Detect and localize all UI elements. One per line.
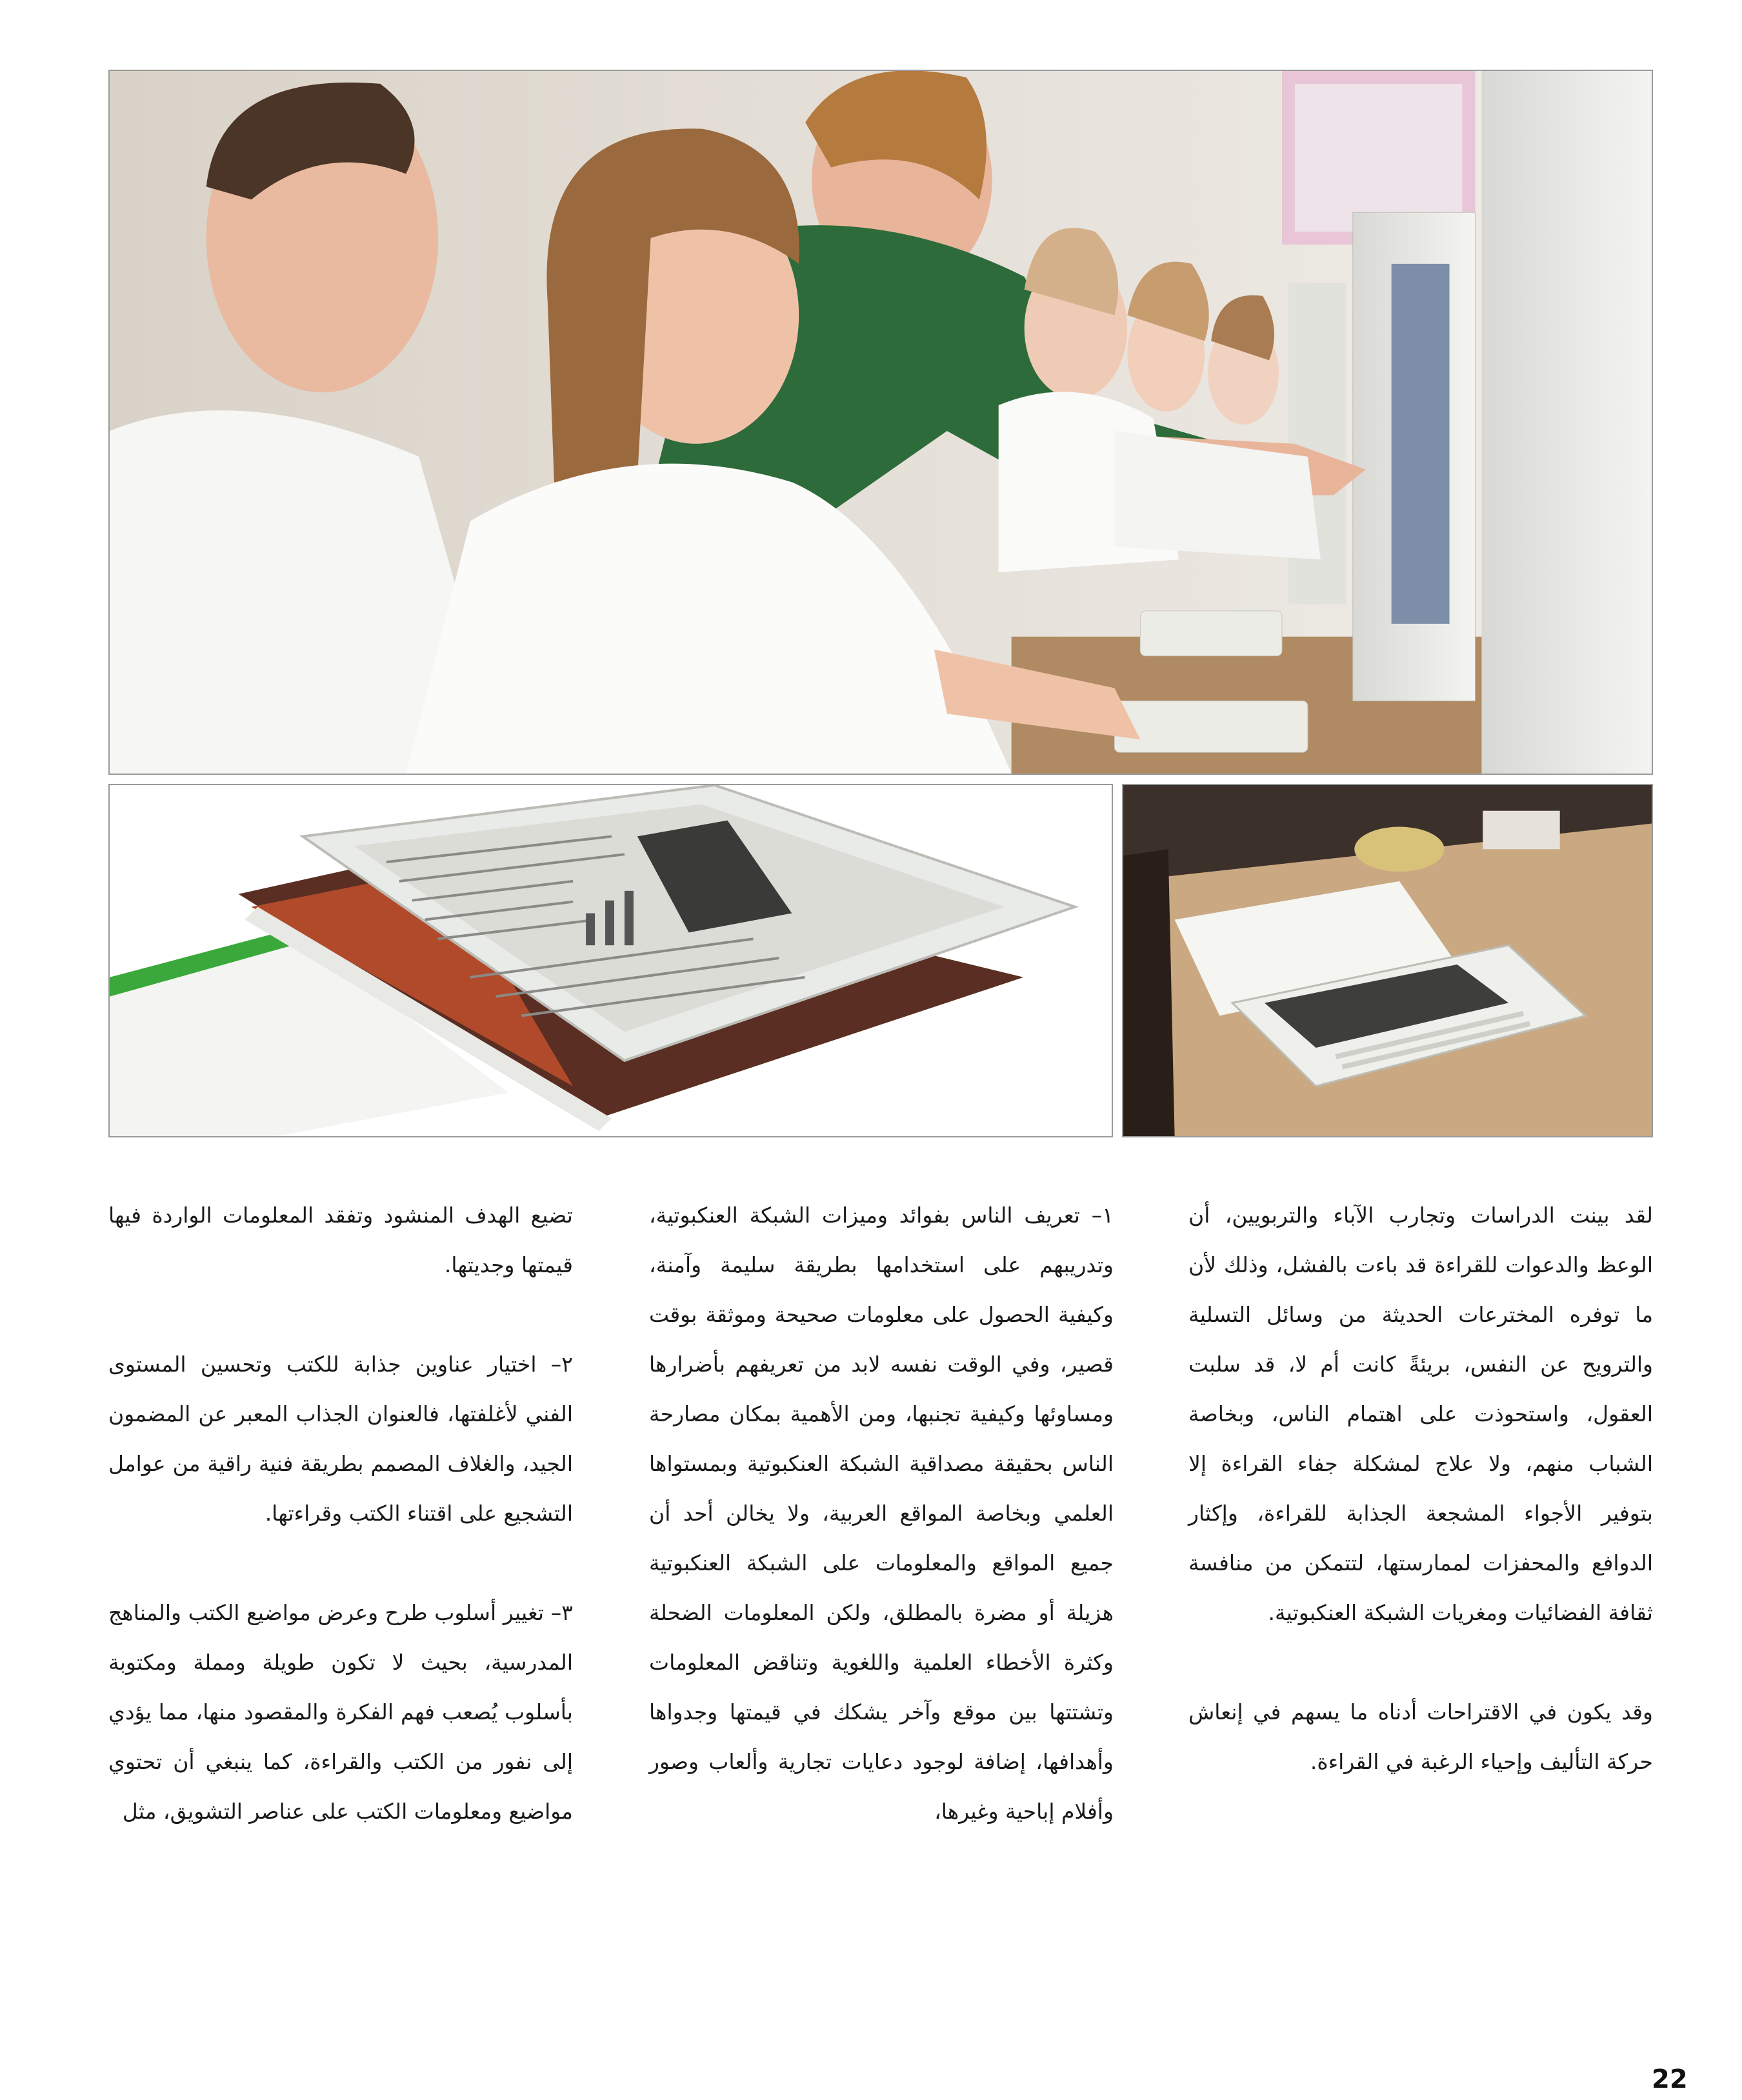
suggestions-lead-paragraph: وقد يكون في الاقتراحات أدناه ما يسهم في إنعاش حركة التأليف وإحياء الرغبة في القراءة.	[1188, 1699, 1653, 1774]
article-column-right	[1188, 1190, 1653, 1786]
intro-paragraph: لقد بينت الدراسات وتجارب الآباء والتربويين، أن الوعظ والدعوات للقراءة قد باءت بالفشل، وذلك لأن ما توفره المخترعات الحديثة من وسائل التسلية والترويح عن النفس، بريئةً كانت أم لا، قد سلبت العقول، واستحوذت على اهتمام الناس، وبخاصة الشباب منهم، ولا علاج لمشكلة جفاء القراءة إلا بتوفير الأجواء المشجعة الجذابة للقراءة، وإكثار الدوافع والمحفزات لممارستها، لتتمكن من منافسة ثقافة الفضائيات ومغريات الشبكة العنكبوتية.	[1188, 1203, 1653, 1625]
classroom-illustration	[110, 71, 1652, 774]
page-number: 22	[1652, 2065, 1688, 2094]
suggestion-1-continued-paragraph: تضيع الهدف المنشود وتفقد المعلومات الواردة فيها قيمتها وجديتها.	[108, 1203, 573, 1277]
classroom-photo	[108, 70, 1653, 775]
ereader-on-desk-photo	[1122, 784, 1653, 1137]
article-column-left	[108, 1190, 573, 1836]
ereader-on-magazines-photo	[108, 784, 1113, 1137]
article-column-middle	[649, 1190, 1114, 1836]
suggestion-1-paragraph: ١– تعريف الناس بفوائد وميزات الشبكة العنكبوتية، وتدريبهم على استخدامها بطريقة سليمة وآمنة، وكيفية الحصول على معلومات صحيحة وموثقة بوقت قصير، وفي الوقت نفسه لابد من تعريفهم بأضرارها ومساوئها وكيفية تجنبها، ومن الأهمية بمكان مصارحة الناس بحقيقة مصداقية الشبكة العنكبوتية وبمستواها العلمي وبخاصة المواقع العربية، ولا يخالن أحد أن جميع المواقع والمعلومات على الشبكة العنكبوتية هزيلة أو مضرة بالمطلق، ولكن المعلومات الضحلة وكثرة الأخطاء العلمية واللغوية وتناقض المعلومات وتشتتها بين موقع وآخر يشكك في قيمتها وجدواها وأهدافها، إضافة لوجود دعايات تجارية وألعاب وصور وأفلام إباحية وغيرها،	[649, 1203, 1114, 1824]
paragraph-gap	[1188, 1637, 1653, 1687]
paragraph-gap	[108, 1538, 573, 1588]
desk-illustration	[1123, 785, 1652, 1136]
suggestion-3-paragraph: ٣– تغيير أسلوب طرح وعرض مواضيع الكتب والمناهج المدرسية، بحيث لا تكون طويلة ومملة ومكتوبة بأسلوب يُصعب فهم الفكرة والمقصود منها، مما يؤدي إلى نفور من الكتب والقراءة، كما ينبغي أن تحتوي مواضيع ومعلومات الكتب على عناصر التشويق، مثل	[108, 1600, 573, 1824]
paragraph-gap	[108, 1290, 573, 1339]
ereader-illustration	[110, 785, 1112, 1136]
suggestion-2-paragraph: ٢– اختيار عناوين جذابة للكتب وتحسين المستوى الفني لأغلفتها، فالعنوان الجذاب المعبر عن المضمون الجيد، والغلاف المصمم بطريقة فنية راقية من عوامل التشجيع على اقتناء الكتب وقراءتها.	[108, 1352, 573, 1526]
